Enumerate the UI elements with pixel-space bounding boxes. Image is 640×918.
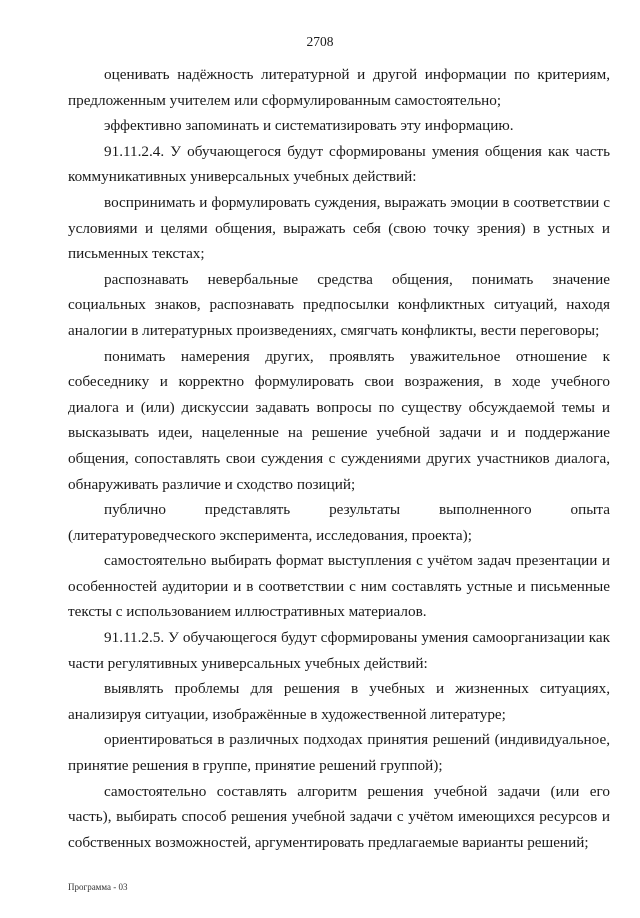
paragraph: публично представлять результаты выполненного опыта (литературоведческого эксперимента, исследования, проекта); <box>68 501 610 544</box>
paragraph: понимать намерения других, проявлять уважительное отношение к собеседнику и корректно формулировать свои возражения, в ходе учебного диалога и (или) дискуссии задавать вопросы по существу обсуждаемой темы и высказывать идеи, нацеленные на решение учебной задачи и и поддержание общения, сопоставлять свои суждения с суждениями других участников диалога, обнаруживать различие и сходство позиций; <box>68 347 610 493</box>
paragraph: самостоятельно составлять алгоритм решения учебной задачи (или его часть), выбирать способ решения учебной задачи с учётом имеющихся ресурсов и собственных возможностей, аргументировать предлагаемые варианты решений; <box>68 782 610 851</box>
footer-label: Программа - 03 <box>68 882 128 892</box>
paragraph: ориентироваться в различных подходах принятия решений (индивидуальное, принятие решения в группе, принятие решений группой); <box>68 731 610 775</box>
body-text <box>68 62 610 855</box>
page-number: 2708 <box>306 34 334 49</box>
paragraph: самостоятельно выбирать формат выступления с учётом задач презентации и особенностей аудитории и в соответствии с ним составлять устные и письменные тексты с использованием иллюстративных материалов. <box>68 552 610 621</box>
paragraph: распознавать невербальные средства общения, понимать значение социальных знаков, распознавать предпосылки конфликтных ситуаций, находя аналогии в литературных произведениях, смягчать конфликты, вести переговоры; <box>68 270 610 339</box>
paragraph: оценивать надёжность литературной и другой информации по критериям, предложенным учителем или сформулированным самостоятельно; <box>68 66 610 109</box>
paragraph: эффективно запоминать и систематизировать эту информацию. <box>104 117 514 135</box>
paragraph: 91.11.2.4. У обучающегося будут сформированы умения общения как часть коммуникативных универсальных учебных действий: <box>68 142 610 186</box>
paragraph: воспринимать и формулировать суждения, выражать эмоции в соответствии с условиями и целями общения, выражать себя (свою точку зрения) в устных и письменных текстах; <box>68 193 610 263</box>
paragraph: 91.11.2.5. У обучающегося будут сформированы умения самоорганизации как части регулятивных универсальных учебных действий: <box>68 629 610 672</box>
paragraph: выявлять проблемы для решения в учебных и жизненных ситуациях, анализируя ситуации, изображённые в художественной литературе; <box>68 680 610 723</box>
